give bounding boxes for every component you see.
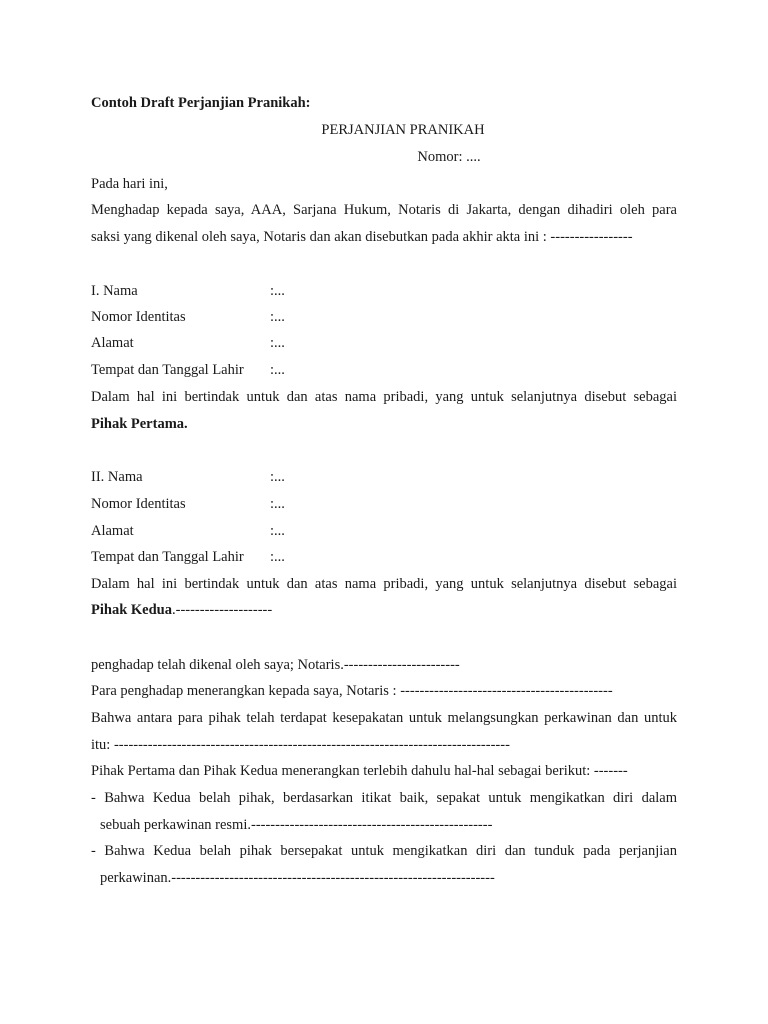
party2-designation-tail: .--------------------	[171, 602, 273, 618]
party2-address-value: :...	[270, 523, 285, 539]
parties-statement-line: Pihak Pertama dan Pihak Kedua menerangkan terlebih dahulu hal-hal sebagai berikut: -------	[91, 763, 628, 779]
party2-designation-line	[91, 601, 677, 619]
party1-name-label: I. Nama	[91, 283, 138, 299]
party1-designation: Pihak Pertama.	[91, 416, 188, 432]
party1-description: Dalam hal ini bertindak untuk dan atas nama pribadi, yang untuk selanjutnya disebut sebagai	[91, 389, 677, 405]
document-heading: Contoh Draft Perjanjian Pranikah:	[91, 95, 311, 111]
opening-text: Pada hari ini,	[91, 176, 168, 192]
party1-address-value: :...	[270, 335, 285, 351]
party2-description: Dalam hal ini bertindak untuk dan atas nama pribadi, yang untuk selanjutnya disebut sebagai	[91, 576, 677, 592]
party2-id-label: Nomor Identitas	[91, 496, 186, 512]
party2-address-label: Alamat	[91, 523, 134, 539]
agreement-line-2: itu: ----------------------------------------------------------------------------------	[91, 737, 510, 753]
bullet-2-line-1: - Bahwa Kedua belah pihak bersepakat untuk mengikatkan diri dan tunduk pada perjanjian	[91, 843, 677, 859]
party2-name-label: II. Nama	[91, 469, 143, 485]
bullet-2-line-2: perkawinan.-------------------------------------------------------------------	[100, 870, 495, 886]
party1-id-label: Nomor Identitas	[91, 309, 186, 325]
penghadap-line: penghadap telah dikenal oleh saya; Notaris.------------------------	[91, 657, 460, 673]
party2-name-value: :...	[270, 469, 285, 485]
party1-address-label: Alamat	[91, 335, 134, 351]
party2-designation: Pihak Kedua	[91, 602, 172, 618]
party2-birth-label: Tempat dan Tanggal Lahir	[91, 549, 244, 565]
party1-id-value: :...	[270, 309, 285, 325]
bullet-1-line-2: sebuah perkawinan resmi.--------------------------------------------------	[100, 817, 493, 833]
intro-paragraph-line-2: saksi yang dikenal oleh saya, Notaris dan akan disebutkan pada akhir akta ini : -----------------	[91, 229, 633, 245]
document-title: PERJANJIAN PRANIKAH	[321, 122, 485, 138]
party1-birth-label: Tempat dan Tanggal Lahir	[91, 362, 244, 378]
party1-name-value: :...	[270, 283, 285, 299]
party1-birth-value: :...	[270, 362, 285, 378]
agreement-line-1: Bahwa antara para pihak telah terdapat kesepakatan untuk melangsungkan perkawinan dan untuk	[91, 710, 677, 726]
party2-id-value: :...	[270, 496, 285, 512]
party2-birth-value: :...	[270, 549, 285, 565]
intro-paragraph-line-1: Menghadap kepada saya, AAA, Sarjana Hukum, Notaris di Jakarta, dengan dihadiri oleh para	[91, 202, 677, 218]
document-number: Nomor: ....	[417, 149, 481, 165]
para-penghadap-line: Para penghadap menerangkan kepada saya, Notaris : --------------------------------------------	[91, 683, 613, 699]
bullet-1-line-1: - Bahwa Kedua belah pihak, berdasarkan itikat baik, sepakat untuk mengikatkan diri dalam	[91, 790, 677, 806]
